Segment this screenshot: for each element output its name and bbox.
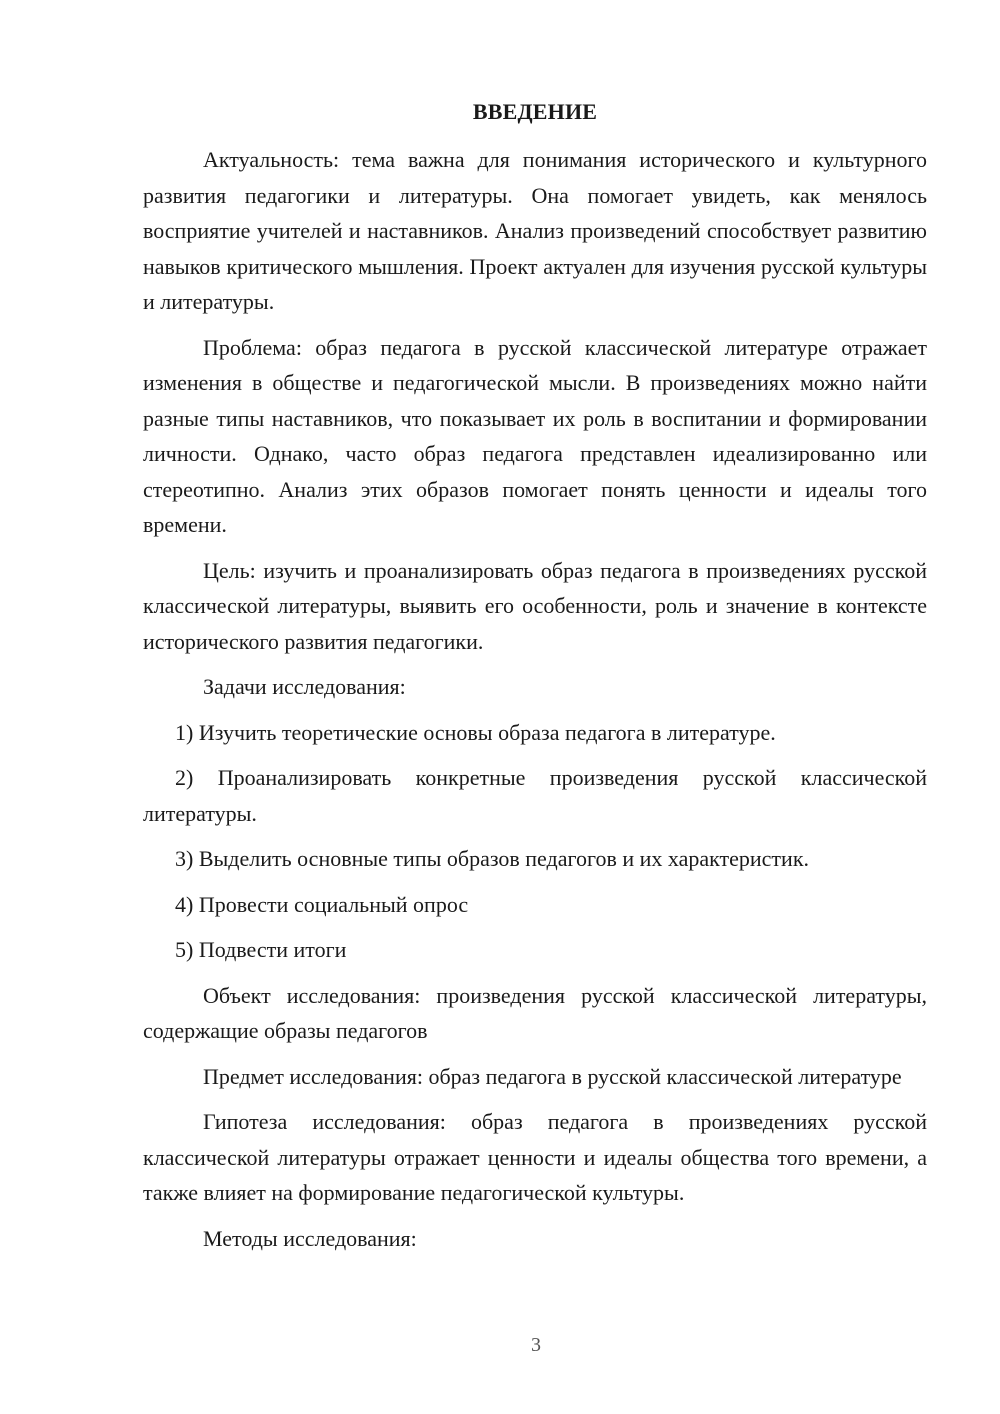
paragraph-object: Объект исследования: произведения русской классической литературы, содержащие образы педагогов [143,982,927,1043]
list-item: 1) Изучить теоретические основы образа педагога в литературе. [175,719,776,745]
tasks-label: Задачи исследования: [203,674,406,699]
page-number: 3 [531,1334,541,1356]
paragraph-problem: Проблема: образ педагога в русской классической литературе отражает изменения в обществе и педагогической мысли. В произведениях можно найти разные типы наставников, что показывает их роль в воспитании и формировании личности. Однако, часто образ педагога представлен идеализированно или стереотипно. Анализ этих образов помогает понять ценности и идеалы того времени. [143,334,927,537]
paragraph-subject: Предмет исследования: образ педагога в русской классической литературе [203,1063,902,1089]
tasks-list [143,715,927,968]
list-item: 3) Выделить основные типы образов педагогов и их характеристик. [175,846,810,871]
list-item: 5) Подвести итоги [175,937,347,962]
page-title: ВВЕДЕНИЕ [472,99,598,124]
list-item: 2) Проанализировать конкретные произведения русской классической литературы. [143,765,927,826]
list-item: 4) Провести социальный опрос [175,891,469,917]
paragraph-relevance: Актуальность: тема важна для понимания исторического и культурного развития педагогики и литературы. Она помогает увидеть, как менялось восприятие учителей и наставников. Анализ произведений способствует развитию навыков критического мышления. Проект актуален для изучения русской культуры и литературы. [143,147,927,314]
document-page [143,96,927,1266]
paragraph-hypothesis: Гипотеза исследования: образ педагога в произведениях русской классической литературы отражает ценности и идеалы общества того времени, а также влияет на формирование педагогической культуры. [143,1109,927,1205]
paragraph-goal: Цель: изучить и проанализировать образ педагога в произведениях русской классической литературы, выявить его особенности, роль и значение в контексте исторического развития педагогики. [143,557,927,654]
methods-label: Методы исследования: [203,1225,417,1251]
